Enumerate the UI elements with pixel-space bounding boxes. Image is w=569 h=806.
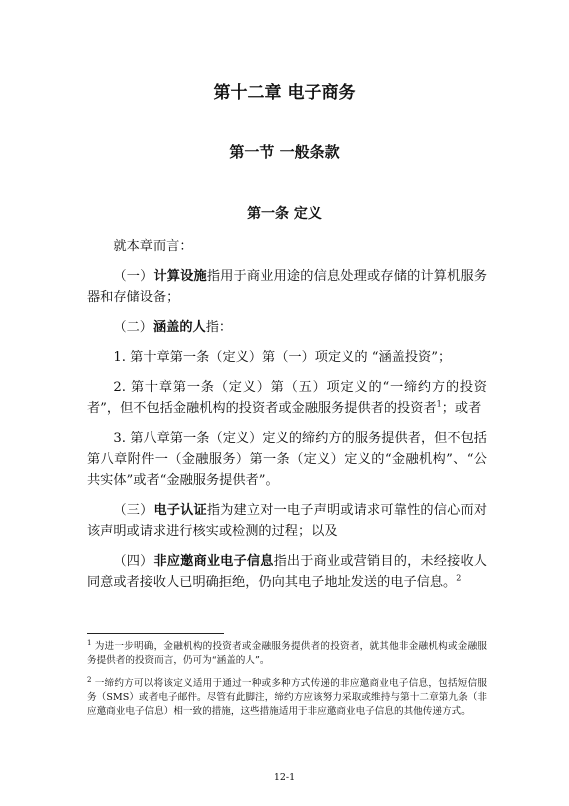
definition-computing-facilities	[87, 266, 487, 308]
footnote-2	[87, 677, 487, 719]
definition-text: 指：	[205, 320, 233, 335]
definition-covered-person	[87, 317, 487, 338]
definition-term: 涵盖的人	[152, 320, 206, 335]
footnote-ref-1[interactable]: 1	[436, 399, 442, 409]
footnote-text: 为进一步明确，金融机构的投资者或金融服务提供者的投资者，就其他非金融机构或金融服务提供者的投资而言，仍可为“涵盖的人”。	[87, 641, 487, 666]
definition-term: 计算设施	[153, 269, 207, 284]
definition-unsolicited-messages	[87, 551, 487, 593]
definition-text: 指为建立对一电子声明或请求可靠性的信心而对该声明或请求进行核实或检测的过程；以及	[87, 503, 488, 539]
footnote-number: 2	[87, 675, 92, 684]
footnotes	[87, 640, 487, 728]
definition-term: 电子认证	[153, 503, 207, 518]
intro-paragraph: 就本章而言：	[113, 239, 193, 254]
footnote-divider	[87, 633, 224, 634]
definition-number: （二）	[113, 320, 153, 335]
definition-text: 指用于商业用途的信息处理或存储的计算机服务器和存储设备；	[87, 269, 488, 305]
definition-number: （四）	[113, 554, 154, 569]
footnote-number: 1	[87, 638, 92, 647]
footnote-1	[87, 640, 487, 668]
item-text-after: ；或者	[441, 401, 482, 416]
covered-person-item-2	[87, 377, 487, 419]
covered-person-item-3: 3. 第八章第一条（定义）定义的缔约方的服务提供者，但不包括第八章附件一（金融服务）第一条（定义）定义的“金融机构”、“公共实体”或者“金融服务提供者”。	[87, 431, 487, 488]
covered-person-item-1: 1. 第十章第一条（定义）第（一）项定义的 “涵盖投资”；	[113, 350, 452, 365]
section-title: 第一节 一般条款	[229, 143, 340, 161]
article-body	[87, 236, 487, 593]
definition-text: 指出于商业或营销目的，未经接收人同意或者接收人已明确拒绝，仍向其电子地址发送的电子信息。	[87, 554, 487, 590]
chapter-title: 第十二章 电子商务	[213, 83, 356, 103]
definition-number: （一）	[113, 269, 154, 284]
definition-term: 非应邀商业电子信息	[153, 554, 274, 569]
footnote-text: 一缔约方可以将该定义适用于通过一种或多种方式传递的非应邀商业电子信息，包括短信服务（SMS）或者电子邮件。尽管有此脚注，缔约方应该努力采取或维持与第十二章第九条（非应邀商业电子信息）相一致的措施，这些措施适用于非应邀商业电子信息的其他传递方式。	[87, 678, 487, 717]
article-title: 第一条 定义	[247, 206, 322, 222]
footnote-ref-2[interactable]: 2	[456, 573, 462, 583]
page-number: 12-1	[273, 772, 296, 783]
item-text: 2. 第十章第一条（定义）第（五）项定义的“一缔约方的投资者”，但不包括金融机构的投资者或金融服务提供者的投资者	[87, 380, 487, 416]
definition-number: （三）	[113, 503, 154, 518]
definition-electronic-authentication	[87, 500, 487, 542]
